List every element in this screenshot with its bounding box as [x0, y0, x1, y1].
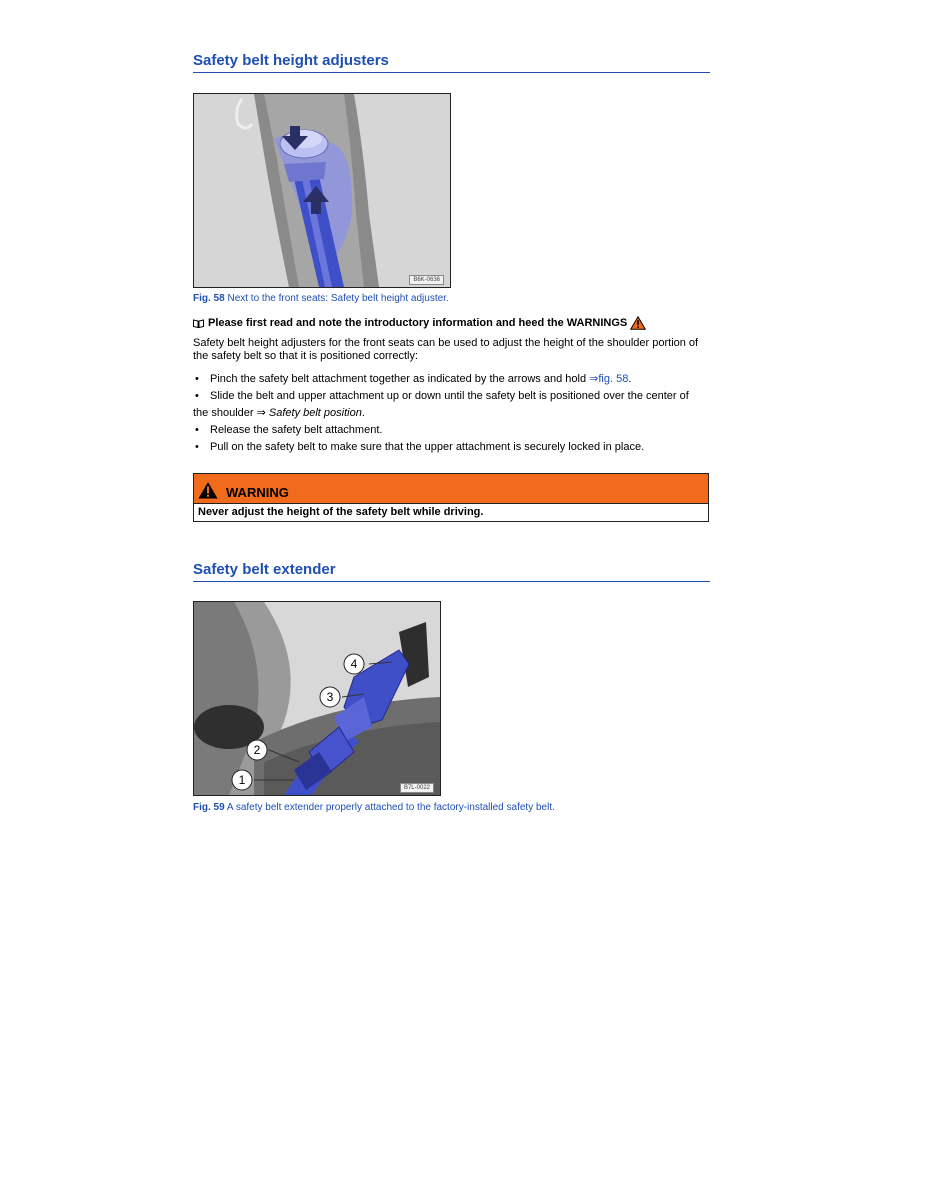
step-1-arrow: ⇒ [589, 373, 599, 385]
step-2-continuation [193, 407, 713, 420]
step-2 [193, 390, 713, 420]
figure-59-code: B7L-0022 [400, 783, 434, 793]
read-first-note [193, 316, 713, 330]
steps-list [193, 373, 713, 458]
read-first-note-text: Please first read and note the introductory information and heed the WARNINGS [208, 316, 628, 329]
warning-icon [198, 481, 218, 499]
warning-label: WARNING [226, 485, 289, 500]
height-adjuster-illustration [194, 94, 450, 287]
step-1 [193, 373, 713, 386]
figure-58-number: Fig. 58 [193, 293, 225, 304]
figure-58-height-adjuster [193, 93, 451, 288]
step-4: • Pull on the safety belt to make sure that the upper attachment is securely locked in place. [193, 441, 713, 454]
warning-box [193, 473, 709, 522]
callout-1: 1 [238, 773, 246, 787]
figure-59-belt-extender [193, 601, 441, 796]
step-1-text: Pinch the safety belt attachment together as indicated by the arrows and hold [210, 373, 587, 385]
step-2-end: . [361, 407, 365, 419]
figure-58-code: B6K-0636 [409, 275, 444, 285]
intro-paragraph: Safety belt height adjusters for the front seats can be used to adjust the height of the shoulder portion of the safety belt so that it is positioned correctly: [193, 337, 699, 362]
warning-text: Never adjust the height of the safety belt while driving. [198, 506, 484, 518]
step-2-position-link[interactable]: Safety belt position [268, 407, 362, 419]
step-1-figure-link[interactable]: fig. 58 [598, 373, 629, 385]
warning-header [194, 474, 708, 504]
step-2-arrow: ⇒ [256, 407, 266, 419]
step-3: • Release the safety belt attachment. [193, 424, 713, 437]
figure-58-caption [193, 293, 449, 305]
warning-triangle-icon [630, 316, 646, 330]
figure-58-caption-text: Next to the front seats: Safety belt height adjuster. [227, 293, 449, 304]
step-2-text: Slide the belt and upper attachment up or down until the safety belt is positioned over the center of [210, 390, 689, 402]
section-title-belt-extender: Safety belt extender [193, 561, 710, 582]
figure-59-caption [193, 802, 555, 814]
section-title-height-adjusters: Safety belt height adjusters [193, 52, 710, 73]
belt-extender-illustration [194, 602, 440, 795]
step-2-cont-text: the shoulder [193, 407, 254, 419]
step-1-end: . [628, 373, 632, 385]
book-icon [193, 319, 204, 328]
callout-3: 3 [326, 690, 334, 704]
callout-2: 2 [253, 743, 261, 757]
figure-59-number: Fig. 59 [193, 802, 225, 813]
callout-4: 4 [350, 657, 358, 671]
figure-59-caption-text: A safety belt extender properly attached to the factory-installed safety belt. [226, 802, 555, 813]
